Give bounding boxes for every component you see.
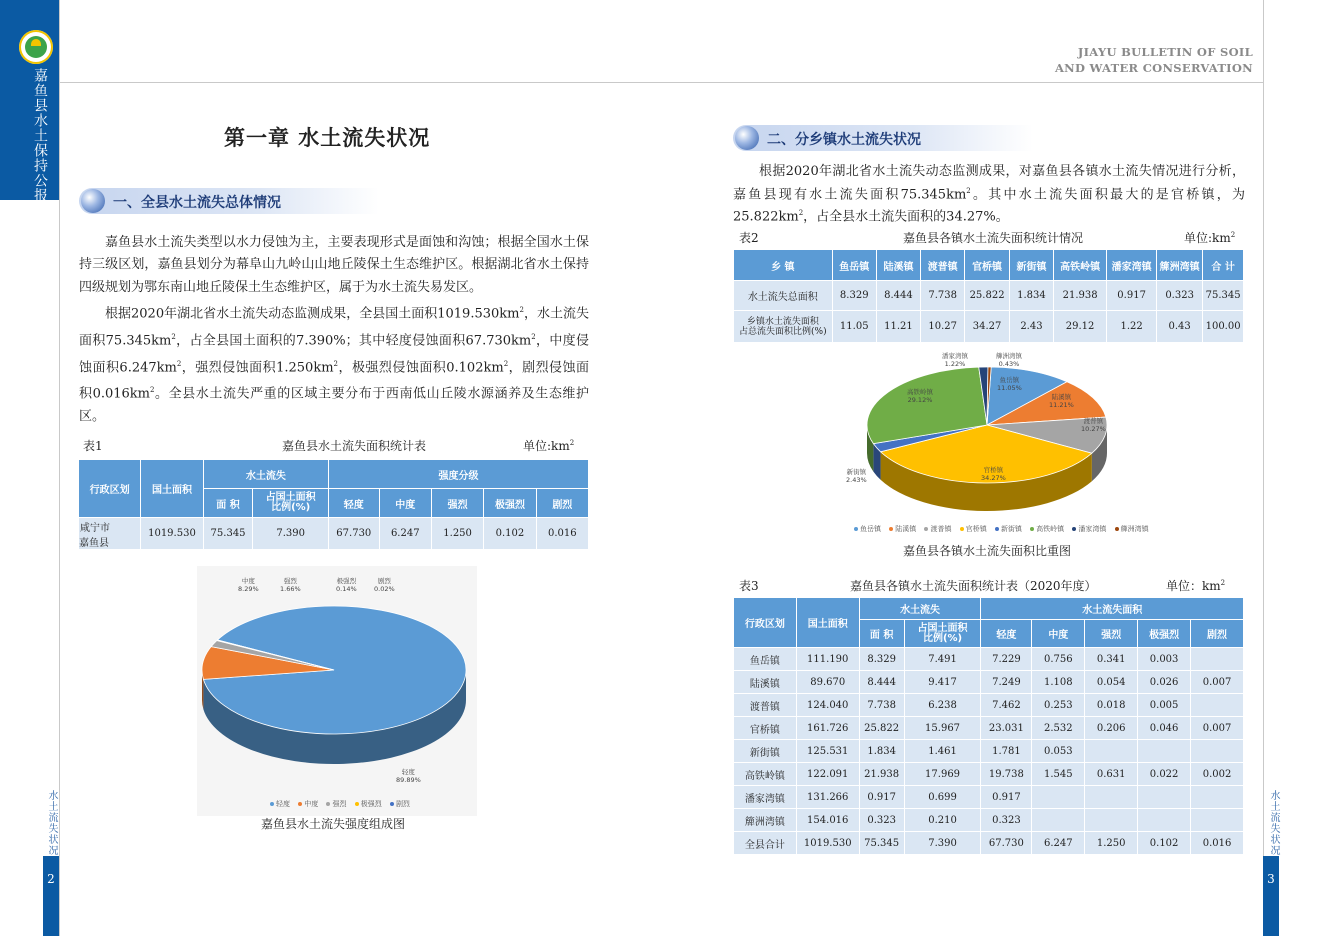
table-cell: 2.532 (1032, 717, 1085, 740)
table-cell (1032, 786, 1085, 809)
chart1-label-light: 轻度 89.89% (396, 768, 421, 784)
table-cell: 8.444 (859, 671, 904, 694)
table-cell: 渡普镇 (734, 694, 797, 717)
table-cell: 6.238 (904, 694, 981, 717)
table1-header-light: 轻度 (329, 489, 380, 518)
table-cell: 124.040 (796, 694, 859, 717)
header-rule (59, 82, 1263, 83)
table-cell: 0.002 (1191, 763, 1244, 786)
table-cell: 新街镇 (734, 740, 797, 763)
table-cell (1085, 740, 1138, 763)
table1-header-vstrong: 极强烈 (484, 489, 536, 518)
table-cell: 0.046 (1138, 717, 1191, 740)
table-cell: 100.00 (1203, 311, 1244, 343)
table3 (733, 597, 1244, 855)
table-cell: 131.266 (796, 786, 859, 809)
table-cell (1085, 809, 1138, 832)
table-cell: 0.917 (981, 786, 1032, 809)
table-cell: 陆溪镇 (734, 671, 797, 694)
table2-label: 表2 (739, 231, 759, 245)
table1-header-area: 面 积 (203, 489, 253, 518)
footer-section-tag-right: 水土流失状况 (1268, 790, 1279, 856)
chart2-label: 渡普镇 10.27% (1081, 417, 1106, 433)
table2-header: 潘家湾镇 (1107, 250, 1157, 281)
table2-header: 簰洲湾镇 (1157, 250, 1203, 281)
table-cell: 1.545 (1032, 763, 1085, 786)
table2-unit: 单位$:km^2$ (1184, 231, 1236, 245)
table1-header-intensity: 强度分级 (329, 460, 589, 489)
table-cell: 29.12 (1054, 311, 1107, 343)
table-cell: 簰洲湾镇 (734, 809, 797, 832)
table-cell: 7.249 (981, 671, 1032, 694)
table-cell: 0.631 (1085, 763, 1138, 786)
table-cell (1191, 648, 1244, 671)
table-cell: 1.781 (981, 740, 1032, 763)
chart2-label: 高铁岭镇 29.12% (907, 388, 933, 404)
table-cell: 8.329 (859, 648, 904, 671)
table-cell: 0.102 (1138, 832, 1191, 855)
footer-page-right: 3 (1263, 856, 1279, 936)
table-row (734, 832, 1244, 855)
table-cell: 0.917 (859, 786, 904, 809)
table-cell: 21.938 (859, 763, 904, 786)
right-body-text (733, 162, 1245, 227)
table-cell: 7.229 (981, 648, 1032, 671)
table3-header-strong: 强烈 (1085, 620, 1138, 648)
table1-header-loss: 水土流失 (203, 460, 328, 489)
table3-title: 嘉鱼县各镇水土流失面积统计表（2020年度） (850, 579, 1097, 593)
table-cell (1085, 786, 1138, 809)
table-cell: 高铁岭镇 (734, 763, 797, 786)
table2-title: 嘉鱼县各镇水土流失面积统计情况 (903, 231, 1084, 245)
table-cell: 8.444 (876, 281, 920, 311)
table-cell: 0.022 (1138, 763, 1191, 786)
table-row (734, 717, 1244, 740)
table-cell: 0.210 (904, 809, 981, 832)
table2-header: 官桥镇 (965, 250, 1010, 281)
table2-header: 合 计 (1203, 250, 1244, 281)
table1-header-region: 行政区划 (79, 460, 141, 518)
table-cell: 25.822 (859, 717, 904, 740)
table-row (734, 648, 1244, 671)
table-cell: 0.102 (484, 518, 536, 550)
table2-header: 鱼岳镇 (832, 250, 876, 281)
table1-title: 嘉鱼县水土流失面积统计表 (282, 439, 427, 453)
table-cell: 75.345 (859, 832, 904, 855)
chart2-pie (845, 345, 1135, 525)
table-cell: 0.323 (859, 809, 904, 832)
table-cell: 67.730 (981, 832, 1032, 855)
chart1-label-mid: 中度 8.29% (238, 577, 259, 593)
table1-cell-region: 咸宁市嘉鱼县 (79, 518, 141, 550)
table-cell: 1019.530 (796, 832, 859, 855)
table-cell: 67.730 (329, 518, 380, 550)
table-cell: 11.21 (876, 311, 920, 343)
table-row (79, 518, 589, 550)
chart2-legend: 鱼岳镇 陆溪镇 渡普镇 官桥镇 新街镇 高铁岭镇 潘家湾镇 簰洲湾镇 (848, 524, 1149, 534)
table3-header-loss-area: 水土流失面积 (981, 598, 1244, 620)
chart1-legend: 轻度 中度 强烈 极强烈 剧烈 (264, 799, 410, 809)
table-cell (1138, 786, 1191, 809)
table-row (734, 786, 1244, 809)
chart1-caption: 嘉鱼县水土流失强度组成图 (261, 817, 406, 831)
table-row (734, 809, 1244, 832)
bulletin-logo (19, 30, 53, 64)
table-row (734, 763, 1244, 786)
table-cell: 6.247 (1032, 832, 1085, 855)
table3-label: 表3 (739, 579, 759, 593)
chart1-pie (197, 566, 477, 816)
table1-header-land: 国土面积 (141, 460, 204, 518)
table2-header: 陆溪镇 (876, 250, 920, 281)
table-cell: 7.738 (921, 281, 965, 311)
heading-bullet-icon (81, 189, 105, 213)
section-heading-right (733, 125, 1033, 151)
table-cell: 1019.530 (141, 518, 204, 550)
table-row (734, 740, 1244, 763)
section-title-left: 一、全县水土流失总体情况 (113, 195, 281, 211)
chart2-caption: 嘉鱼县各镇水土流失面积比重图 (903, 544, 1072, 558)
table-cell: 0.43 (1157, 311, 1203, 343)
chart2-label: 潘家湾镇 1.22% (942, 352, 968, 368)
table1-header-ratio: 占国土面积 比例(%) (253, 489, 329, 518)
table-cell: 19.738 (981, 763, 1032, 786)
table3-header-severe: 剧烈 (1191, 620, 1244, 648)
table-cell: 乡镇水土流失面积 占总流失面积比例(%) (734, 311, 833, 343)
table-cell: 1.834 (1009, 281, 1053, 311)
table-cell: 官桥镇 (734, 717, 797, 740)
table-cell: 1.108 (1032, 671, 1085, 694)
section-title-right: 二、分乡镇水土流失状况 (767, 132, 921, 148)
table-cell: 1.461 (904, 740, 981, 763)
table2-header: 渡普镇 (921, 250, 965, 281)
section-heading-left (79, 188, 379, 214)
right-margin-line (1263, 0, 1264, 936)
table-cell: 89.670 (796, 671, 859, 694)
table-cell: 1.22 (1107, 311, 1157, 343)
table-cell: 0.018 (1085, 694, 1138, 717)
table-cell (1191, 740, 1244, 763)
table-cell: 15.967 (904, 717, 981, 740)
table3-header-ratio: 占国土面积 比例(%) (904, 620, 981, 648)
table-cell: 0.026 (1138, 671, 1191, 694)
table-cell: 6.247 (379, 518, 431, 550)
table-cell: 0.699 (904, 786, 981, 809)
sidebar-title: 嘉鱼县水土保持公报 (32, 68, 48, 203)
table-cell: 0.253 (1032, 694, 1085, 717)
table-cell: 0.016 (1191, 832, 1244, 855)
table-cell: 潘家湾镇 (734, 786, 797, 809)
left-paragraph-2: 根据2020年湖北省水土流失动态监测成果，全县国土面积$1019.530km^2$，水土流失面积$75.345km^2$，占全县国土面积的7.390%；其中轻度侵蚀面积$67.730km^2$，中度侵蚀面积$6.247km^2$，强烈侵蚀面积$1.250km^2$，极强烈侵蚀面积$0.102km^2$，剧烈侵蚀面积$0.016km^2$。全县水土流失严重的区域主要分布于西南低山丘陵水源涵养及生态维护区。 (79, 306, 589, 425)
table-cell: 161.726 (796, 717, 859, 740)
table1-header-mid: 中度 (379, 489, 431, 518)
table3-header-vstrong: 极强烈 (1138, 620, 1191, 648)
table1-unit: 单位$:km^2$ (523, 439, 575, 453)
table-row (734, 311, 1244, 343)
table-cell: 0.206 (1085, 717, 1138, 740)
right-paragraph: 根据2020年湖北省水土流失动态监测成果，对嘉鱼县各镇水土流失情况进行分析，嘉鱼县现有水土流失面积$75.345km^2$。其中水土流失面积最大的是官桥镇，为$25.822km^2$，占全县水土流失面积的34.27%。 (733, 164, 1245, 225)
table-cell: 25.822 (965, 281, 1010, 311)
table-cell (1191, 809, 1244, 832)
table-cell: 0.003 (1138, 648, 1191, 671)
table3-header-loss: 水土流失 (859, 598, 981, 620)
table-cell: 全县合计 (734, 832, 797, 855)
table-cell: 111.190 (796, 648, 859, 671)
table-cell: 0.007 (1191, 717, 1244, 740)
table3-header-mid: 中度 (1032, 620, 1085, 648)
table-cell: 7.491 (904, 648, 981, 671)
table-cell: 0.341 (1085, 648, 1138, 671)
table-cell (1138, 809, 1191, 832)
table-cell (1138, 740, 1191, 763)
table-cell: 154.016 (796, 809, 859, 832)
table3-header-region: 行政区划 (734, 598, 797, 648)
table2-header: 乡 镇 (734, 250, 833, 281)
table-cell: 鱼岳镇 (734, 648, 797, 671)
table-cell (1191, 694, 1244, 717)
table-row (734, 281, 1244, 311)
table-cell: 23.031 (981, 717, 1032, 740)
chart2-label: 陆溪镇 11.21% (1049, 393, 1074, 409)
journal-line-1: JIAYU BULLETIN OF SOIL (1077, 45, 1253, 59)
table3-header-land: 国土面积 (796, 598, 859, 648)
table-cell: 10.27 (921, 311, 965, 343)
table-cell: 0.016 (536, 518, 588, 550)
table-cell: 1.834 (859, 740, 904, 763)
chapter-title: 第一章 水土流失状况 (224, 126, 431, 150)
table-cell: 7.462 (981, 694, 1032, 717)
table-cell: 7.738 (859, 694, 904, 717)
table-cell: 9.417 (904, 671, 981, 694)
left-margin-line (59, 0, 60, 936)
table-cell: 0.323 (981, 809, 1032, 832)
table-cell: 75.345 (1203, 281, 1244, 311)
footer-section-tag-left: 水土流失状况 (46, 790, 57, 856)
table3-unit: 单位：$km^2$ (1166, 579, 1226, 593)
table-cell: 34.27 (965, 311, 1010, 343)
table-cell: 0.054 (1085, 671, 1138, 694)
table-cell: 1.250 (1085, 832, 1138, 855)
table3-header-area: 面 积 (859, 620, 904, 648)
table-row (734, 671, 1244, 694)
table-cell: 21.938 (1054, 281, 1107, 311)
table1-header-strong: 强烈 (431, 489, 483, 518)
table1-label: 表1 (83, 439, 103, 453)
chart1-label-strong: 强烈 1.66% (280, 577, 301, 593)
table2-header: 新街镇 (1009, 250, 1053, 281)
journal-line-2: AND WATER CONSERVATION (1054, 61, 1253, 75)
left-paragraph-1: 嘉鱼县水土流失类型以水力侵蚀为主，主要表现形式是面蚀和沟蚀；根据全国水土保持三级区划，嘉鱼县划分为幕阜山九岭山山地丘陵保土生态维护区。根据湖北省水土保持四级规划为鄂东南山地丘陵保土生态维护区，属于为水土流失易发区。 (79, 235, 589, 295)
table1-header-severe: 剧烈 (536, 489, 588, 518)
table-cell: 0.756 (1032, 648, 1085, 671)
chart2-label: 新街镇 2.43% (846, 468, 867, 484)
table-row (734, 694, 1244, 717)
table-cell: 水土流失总面积 (734, 281, 833, 311)
table-cell: 1.250 (431, 518, 483, 550)
table-cell: 11.05 (832, 311, 876, 343)
chart2-label: 官桥镇 34.27% (981, 466, 1006, 482)
chart1-label-severe: 剧烈 0.02% (374, 577, 395, 593)
table-cell: 122.091 (796, 763, 859, 786)
table-cell: 125.531 (796, 740, 859, 763)
table-cell: 0.053 (1032, 740, 1085, 763)
table-cell: 0.005 (1138, 694, 1191, 717)
table-cell: 2.43 (1009, 311, 1053, 343)
table2-header: 高铁岭镇 (1054, 250, 1107, 281)
table-cell (1191, 786, 1244, 809)
table-cell: 0.323 (1157, 281, 1203, 311)
chart2-label: 簰洲湾镇 0.43% (996, 352, 1022, 368)
chart1-label-vstrong: 极强烈 0.14% (336, 577, 357, 593)
heading-bullet-icon (735, 126, 759, 150)
journal-name (1055, 44, 1253, 76)
table3-header-light: 轻度 (981, 620, 1032, 648)
table-cell: 75.345 (203, 518, 253, 550)
table-cell: 0.007 (1191, 671, 1244, 694)
table1 (78, 459, 589, 550)
table-cell: 7.390 (253, 518, 329, 550)
table2 (733, 249, 1244, 343)
chart2-label: 鱼岳镇 11.05% (997, 376, 1022, 392)
table-cell (1032, 809, 1085, 832)
table-cell: 7.390 (904, 832, 981, 855)
left-body-text (79, 232, 589, 429)
table-cell: 8.329 (832, 281, 876, 311)
footer-page-left: 2 (43, 856, 59, 936)
table-cell: 17.969 (904, 763, 981, 786)
table-cell: 0.917 (1107, 281, 1157, 311)
